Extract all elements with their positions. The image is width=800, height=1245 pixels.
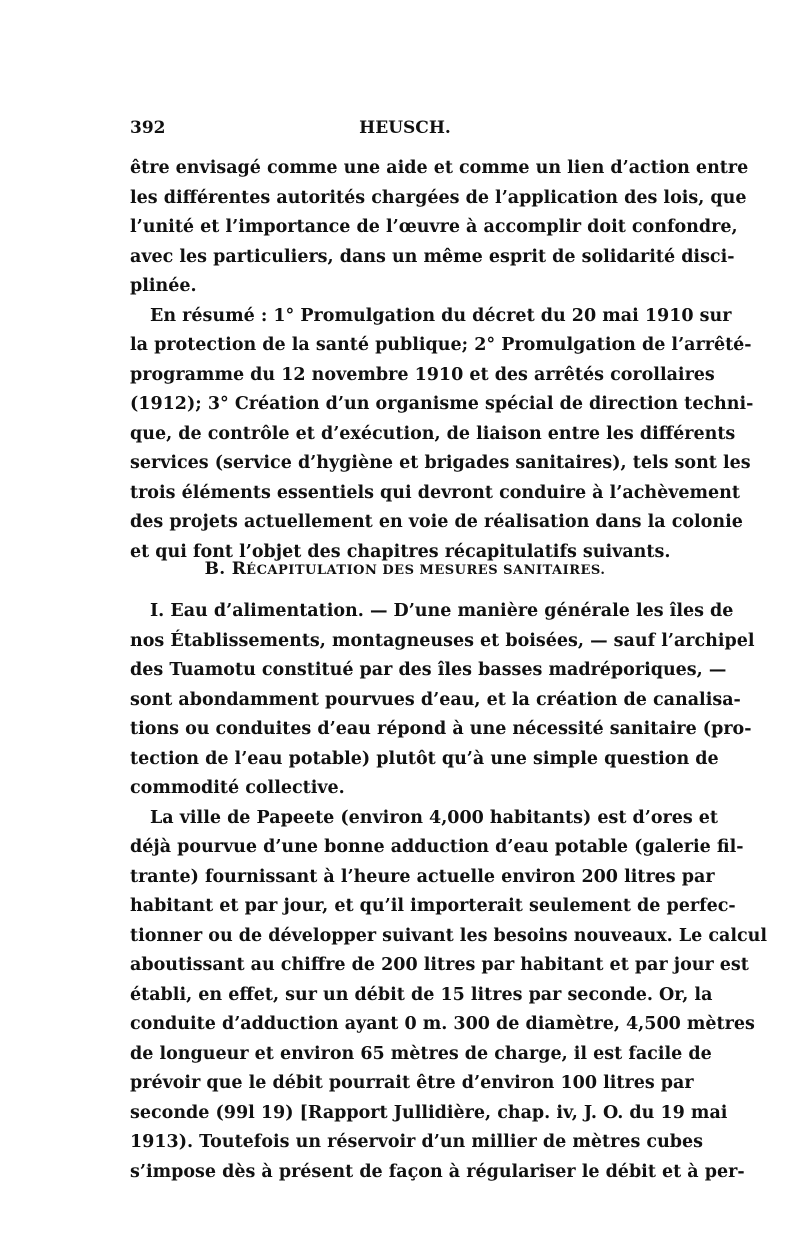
running-head: HEUSCH. bbox=[359, 118, 451, 138]
section-title-initial: R bbox=[231, 559, 247, 579]
text-line: tection de l’eau potable) plutôt qu’à une simple question de bbox=[130, 748, 719, 769]
text-line: nos Établissements, montagneuses et boisées, — sauf l’archipel bbox=[130, 630, 755, 651]
text-line: services (service d’hygiène et brigades sanitaires), tels sont les bbox=[130, 453, 751, 473]
paragraph-block-1 bbox=[130, 154, 754, 567]
text-line: s’impose dès à présent de façon à régulariser le débit et à per- bbox=[130, 1161, 745, 1182]
text-line: La ville de Papeete (environ 4,000 habitants) est d’ores et bbox=[150, 807, 719, 828]
text-line: I. Eau d’alimentation. — D’une manière générale les îles de bbox=[150, 601, 734, 621]
text-line: prévoir que le débit pourrait être d’environ 100 litres par bbox=[130, 1073, 694, 1093]
text-line: et qui font l’objet des chapitres récapitulatifs suivants. bbox=[130, 541, 671, 562]
text-line: 1913). Toutefois un réservoir d’un millier de mètres cubes bbox=[130, 1132, 704, 1152]
text-line: les différentes autorités chargées de l’application des lois, que bbox=[130, 187, 747, 208]
text-line: aboutissant au chiffre de 200 litres par habitant et par jour est bbox=[130, 955, 749, 975]
text-line: des projets actuellement en voie de réalisation dans la colonie bbox=[130, 512, 743, 532]
text-line: conduite d’adduction ayant 0 m. 300 de diamètre, 4,500 mètres bbox=[130, 1014, 755, 1034]
page-header bbox=[130, 118, 680, 142]
text-line: programme du 12 novembre 1910 et des arrêtés corollaires bbox=[130, 364, 715, 385]
text-line: En résumé : 1° Promulgation du décret du 20 mai 1910 sur bbox=[150, 305, 732, 326]
text-line: de longueur et environ 65 mètres de charge, il est facile de bbox=[130, 1043, 712, 1064]
text-line: que, de contrôle et d’exécution, de liaison entre les différents bbox=[130, 423, 736, 444]
text-line: être envisagé comme une aide et comme un lien d’action entre bbox=[130, 158, 749, 178]
text-line: tionner ou de développer suivant les besoins nouveaux. Le calcul bbox=[130, 925, 768, 946]
text-line: plinée. bbox=[130, 276, 197, 296]
paragraph-block-2 bbox=[130, 597, 768, 1187]
text-line: la protection de la santé publique; 2° Promulgation de l’arrêté- bbox=[130, 335, 752, 355]
text-line: trois éléments essentiels qui devront conduire à l’achèvement bbox=[130, 482, 740, 503]
text-line: sont abondamment pourvues d’eau, et la création de canalisa- bbox=[130, 689, 741, 710]
text-line: seconde (99l 19) [Rapport Jullidière, chap. iv, J. O. du 19 mai bbox=[130, 1102, 728, 1123]
page-number: 392 bbox=[130, 118, 166, 138]
section-letter: B. bbox=[204, 559, 226, 579]
text-line: avec les particuliers, dans un même esprit de solidarité disci- bbox=[130, 246, 735, 267]
text-line: commodité collective. bbox=[130, 778, 345, 798]
text-line: déjà pourvue d’une bonne adduction d’eau potable (galerie fil- bbox=[130, 837, 744, 857]
text-line: trante) fournissant à l’heure actuelle environ 200 litres par bbox=[130, 866, 715, 887]
text-line: habitant et par jour, et qu’il importerait seulement de perfec- bbox=[130, 896, 736, 916]
section-heading bbox=[130, 557, 680, 583]
text-line: (1912); 3° Création d’un organisme spécial de direction techni- bbox=[130, 394, 754, 414]
text-line: tions ou conduites d’eau répond à une nécessité sanitaire (pro- bbox=[130, 719, 752, 739]
text-line: des Tuamotu constitué par des îles basses madréporiques, — bbox=[130, 660, 727, 680]
text-line: l’unité et l’importance de l’œuvre à accomplir doit confondre, bbox=[130, 217, 738, 237]
text-line: établi, en effet, sur un débit de 15 litres par seconde. Or, la bbox=[130, 984, 713, 1005]
section-title-rest: ÉCAPITULATION DES MESURES SANITAIRES. bbox=[246, 563, 606, 578]
